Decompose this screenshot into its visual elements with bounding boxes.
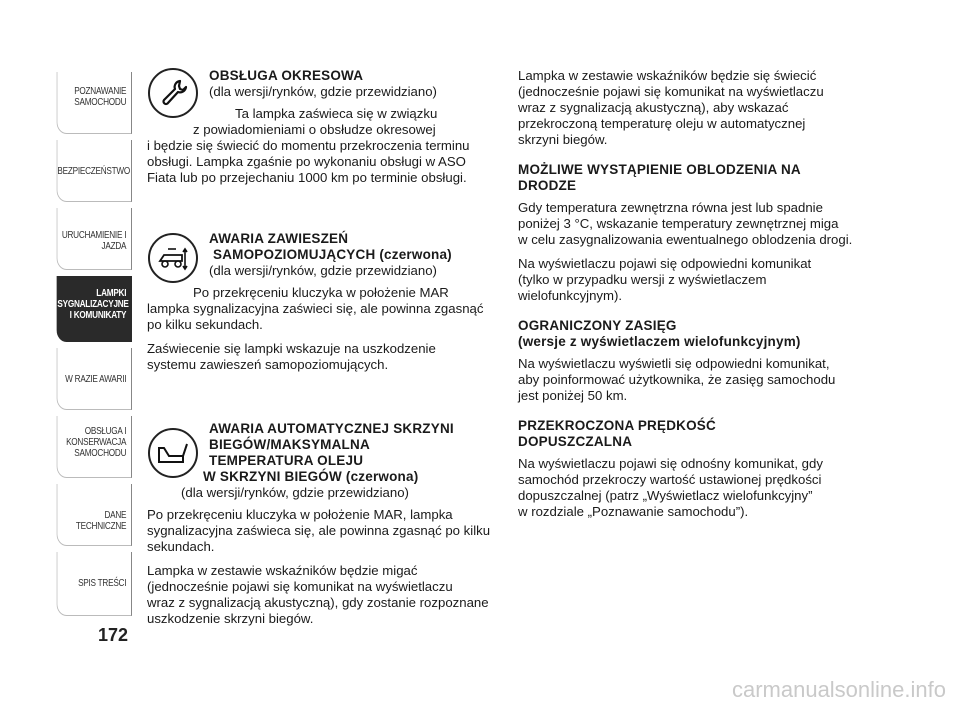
section-title: W SKRZYNI BIEGÓW (czerwona) (203, 469, 419, 484)
section-awaria-zawieszen (147, 231, 497, 373)
text-line: obsługi. Lampka zgaśnie po wykonaniu obsługi w ASO (147, 154, 466, 169)
section-title: DOPUSZCZALNA (518, 434, 633, 449)
text-line: skrzyni biegów. (518, 132, 608, 147)
text-line: uszkodzenie skrzyni biegów. (147, 611, 314, 626)
text-line: wraz z sygnalizacją akustyczną), gdy zostanie rozpoznane (147, 595, 489, 610)
text-line: Fiata lub po przejechaniu 1000 km po terminie obsługi. (147, 170, 467, 185)
text-line: lampka sygnalizacyjna zaświeci się, ale powinna zgasnąć (147, 301, 484, 316)
tab-label: URUCHAMIENIE I (61, 230, 127, 241)
right-column (518, 68, 863, 520)
text-line: Zaświecenie się lampki wskazuje na uszkodzenie (147, 341, 436, 356)
tab-lampki[interactable] (57, 276, 132, 342)
text-line: (tylko w przypadku wersji z wyświetlaczem (518, 272, 767, 287)
tab-label: BEZPIECZEŃSTWO (57, 166, 131, 177)
tab-uruchamienie[interactable] (57, 208, 132, 270)
section-ograniczony-zasieg (518, 318, 863, 404)
text-line: Lampka w zestawie wskaźników będzie się świecić (518, 68, 817, 83)
section-title: AWARIA ZAWIESZEŃ (209, 231, 349, 246)
text-line: systemu zawieszeń samopoziomujących. (147, 357, 389, 372)
section-title: SAMOPOZIOMUJĄCYCH (czerwona) (213, 247, 452, 262)
tab-label: POZNAWANIE (74, 86, 127, 97)
text-line: sekundach. (147, 539, 215, 554)
text-line: w celu zasygnalizowania ewentualnego oblodzenia drogi. (518, 232, 853, 247)
section-awaria-skrzyni (147, 421, 497, 627)
text-line: aby poinformować użytkownika, że zasięg samochodu (518, 372, 836, 387)
section-subtitle: (dla wersji/rynków, gdzie przewidziano) (209, 84, 437, 99)
tab-spis-tresci[interactable] (57, 552, 132, 616)
tab-label: SPIS TREŚCI (78, 578, 127, 589)
section-przekroczona-predkosc (518, 418, 863, 520)
section-title: OBSŁUGA OKRESOWA (209, 68, 364, 83)
section-obsluga-okresowa (147, 68, 497, 186)
text-line: Po przekręceniu kluczyka w położenie MAR (193, 285, 449, 300)
page-number: 172 (98, 625, 129, 645)
text-line: (jednocześnie pojawi się komunikat na wyświetlaczu (518, 84, 824, 99)
text-line: sygnalizacyjna zaświeca się, ale powinna zgasnąć po kilku (147, 523, 491, 538)
text-line: jest poniżej 50 km. (518, 388, 628, 403)
tab-label: I KOMUNIKATY (69, 310, 127, 321)
section-title: OGRANICZONY ZASIĘG (518, 318, 677, 333)
text-line: Gdy temperatura zewnętrzna równa jest lub spadnie (518, 200, 823, 215)
tab-label: SAMOCHODU (74, 448, 127, 459)
text-line: po kilku sekundach. (147, 317, 263, 332)
tab-label: SAMOCHODU (74, 97, 127, 108)
tab-label: KONSERWACJA (66, 437, 127, 448)
section-title: DRODZE (518, 178, 577, 193)
text-line: Ta lampka zaświeca się w związku (235, 106, 438, 121)
intro-paragraph (518, 68, 863, 148)
tab-bezpieczenstwo[interactable] (57, 140, 132, 202)
text-line: w rozdziale „Poznawanie samochodu”). (518, 504, 749, 519)
tab-label: SYGNALIZACYJNE (57, 299, 129, 310)
section-title: MOŻLIWE WYSTĄPIENIE OBLODZENIA NA (518, 162, 801, 177)
text-line: z powiadomieniami o obsłudze okresowej (193, 122, 436, 137)
section-title: PRZEKROCZONA PRĘDKOŚĆ (518, 418, 716, 433)
section-oblodzenie (518, 162, 863, 304)
text-line: i będzie się świecić do momentu przekroczenia terminu (147, 138, 470, 153)
text-line: przekroczoną temperaturę oleju w automatycznej (518, 116, 806, 131)
section-subtitle: (dla wersji/rynków, gdzie przewidziano) (181, 485, 409, 500)
section-subtitle: (dla wersji/rynków, gdzie przewidziano) (209, 263, 437, 278)
text-line: Na wyświetlaczu pojawi się odnośny komunikat, gdy (518, 456, 823, 471)
text-line: dopuszczalnej (patrz „Wyświetlacz wielofunkcyjny” (518, 488, 813, 503)
section-title: BIEGÓW/MAKSYMALNA (209, 437, 370, 452)
text-line: poniżej 3 °C, wskazanie temperatury zewnętrznej miga (518, 216, 839, 231)
text-line: wielofunkcyjnym). (518, 288, 623, 303)
section-title: TEMPERATURA OLEJU (209, 453, 364, 468)
tab-awarie[interactable] (57, 348, 132, 410)
text-line: Na wyświetlaczu wyświetli się odpowiedni komunikat, (518, 356, 830, 371)
tab-label: DANE TECHNICZNE (75, 510, 127, 532)
text-line: samochód przekroczy wartość ustawionej prędkości (518, 472, 822, 487)
watermark: carmanualsonline.info (731, 677, 946, 702)
tab-obsluga[interactable] (57, 416, 132, 478)
tab-label: W RAZIE AWARII (65, 374, 127, 385)
tab-poznawanie[interactable] (57, 72, 132, 134)
text-line: wraz z sygnalizacją akustyczną), aby wskazać (518, 100, 789, 115)
tab-label: LAMPKI (96, 288, 127, 299)
text-line: Lampka w zestawie wskaźników będzie migać (147, 563, 418, 578)
tab-dane-techniczne[interactable] (57, 484, 132, 546)
text-line: (jednocześnie pojawi się komunikat na wyświetlaczu (147, 579, 453, 594)
tab-label: OBSŁUGA I (84, 426, 127, 437)
text-line: Na wyświetlaczu pojawi się odpowiedni komunikat (518, 256, 812, 271)
section-title: (wersje z wyświetlaczem wielofunkcyjnym) (518, 334, 801, 349)
tab-label: JAZDA (101, 241, 127, 252)
text-line: Po przekręceniu kluczyka w położenie MAR, lampka (147, 507, 453, 522)
section-title: AWARIA AUTOMATYCZNEJ SKRZYNI (209, 421, 454, 436)
